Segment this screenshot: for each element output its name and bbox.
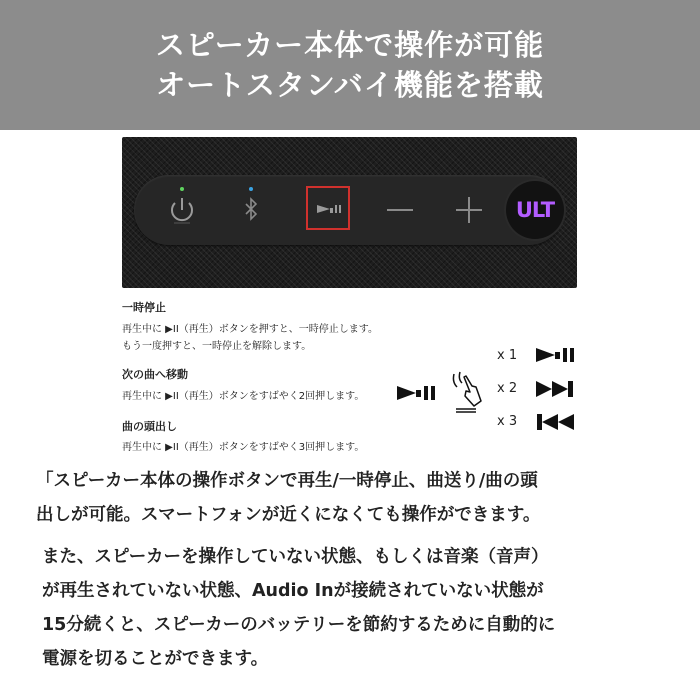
pause-heading: 一時停止 <box>122 301 166 314</box>
next-track-heading: 次の曲へ移動 <box>122 368 188 381</box>
press-count-2: x 2 <box>497 381 518 396</box>
banner-title-line-2: オートスタンバイ機能を搭載 <box>156 68 544 102</box>
speaker-top-image <box>122 137 577 288</box>
play-pause-highlight-box <box>306 186 350 230</box>
press-count-1: x 1 <box>497 348 518 363</box>
next-track-icon <box>535 378 577 400</box>
description-paragraph-2-line-1: また、スピーカーを操作していない状態、もしくは音楽（音声） <box>42 547 549 567</box>
speaker-control-panel <box>134 175 564 245</box>
previous-track-text: 再生中に ▶II（再生）ボタンをすばやく3回押します。 <box>122 442 365 453</box>
description-paragraph-1-line-2: 出しが可能。スマートフォンが近くになくても操作ができます。 <box>36 505 541 525</box>
volume-down-button <box>370 175 430 245</box>
volume-up-button <box>439 175 499 245</box>
description-paragraph-2-line-4: 電源を切ることができます。 <box>42 649 269 669</box>
ult-button <box>506 181 564 239</box>
description-paragraph-2-line-3: 15分続くと、スピーカーのバッテリーを節約するために自動的に <box>42 615 556 635</box>
power-button <box>152 175 212 245</box>
next-track-text: 再生中に ▶II（再生）ボタンをすばやく2回押します。 <box>122 391 365 402</box>
ult-label: ULT <box>515 198 555 222</box>
title-banner <box>0 0 700 130</box>
bluetooth-icon <box>221 175 281 245</box>
banner-title-line-1: スピーカー本体で操作が可能 <box>155 28 545 62</box>
bluetooth-button <box>221 175 281 245</box>
plus-icon <box>439 175 499 245</box>
finger-press-icon <box>448 368 486 414</box>
pause-text-1: 再生中に ▶II（再生）ボタンを押すと、一時停止します。 <box>122 324 378 335</box>
play-pause-button-icon <box>396 382 438 404</box>
previous-track-icon <box>535 411 577 433</box>
previous-track-heading: 曲の頭出し <box>122 420 177 433</box>
play-pause-icon <box>535 344 577 366</box>
minus-icon <box>370 175 430 245</box>
description-paragraph-1-line-1: 「スピーカー本体の操作ボタンで再生/一時停止、曲送り/曲の頭 <box>36 471 538 491</box>
press-count-3: x 3 <box>497 414 518 429</box>
power-icon <box>152 175 212 245</box>
description-paragraph-2-line-2: が再生されていない状態、Audio Inが接続されていない状態が <box>42 581 544 601</box>
pause-text-2: もう一度押すと、一時停止を解除します。 <box>122 341 312 352</box>
